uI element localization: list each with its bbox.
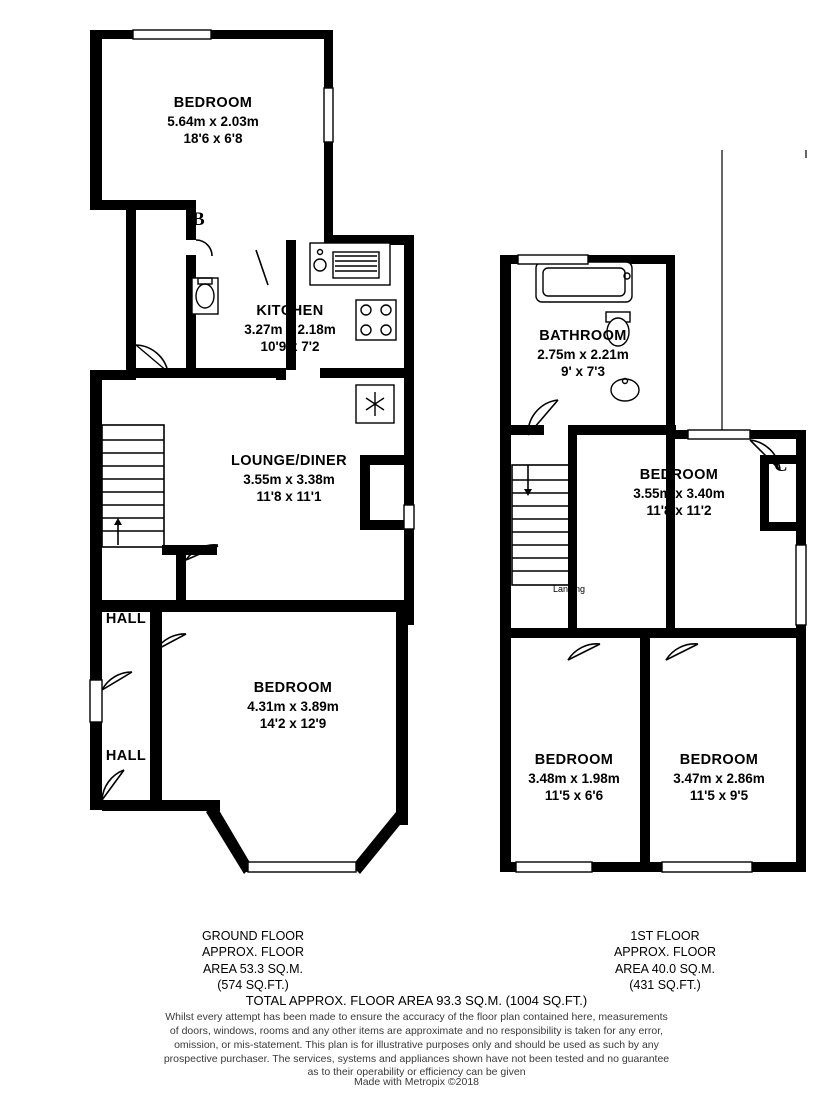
caption-line: APPROX. FLOOR xyxy=(613,945,717,960)
room-dimensions-imperial: 11'5 x 6'6 xyxy=(544,787,604,803)
disclaimer-line: Whilst every attempt has been made to ensure the accuracy of the floor plan contained here, measurements xyxy=(165,1011,668,1023)
room-name: LOUNGE/DINER xyxy=(231,453,347,469)
caption-line: (431 SQ.FT.) xyxy=(629,977,701,992)
caption-line: GROUND FLOOR xyxy=(201,929,305,943)
room-dimensions-imperial: 10'9 x 7'2 xyxy=(260,338,320,354)
ground-floor-staircase xyxy=(102,425,164,547)
room-name: BEDROOM xyxy=(253,680,333,696)
disclaimer-line: of doors, windows, rooms and any other items are approximate and no responsibility is taken for any error, xyxy=(169,1024,664,1037)
room-dimensions-metric: 3.55m x 3.40m xyxy=(633,485,725,501)
room-dimensions-metric: 2.75m x 2.21m xyxy=(537,346,629,362)
first-floor-plan xyxy=(500,255,806,872)
room-dimensions-metric: 3.47m x 2.86m xyxy=(673,770,765,786)
room-name: HALL xyxy=(105,748,147,764)
room-dimensions-metric: 4.31m x 3.89m xyxy=(247,698,339,714)
caption-line: 1ST FLOOR xyxy=(630,929,700,943)
marker-letter-c: C xyxy=(774,455,788,476)
room-dimensions-imperial: 14'2 x 12'9 xyxy=(259,715,327,731)
bathroom-fittings xyxy=(536,262,639,401)
room-name: BEDROOM xyxy=(173,95,253,111)
disclaimer xyxy=(0,1011,833,1080)
caption-line: APPROX. FLOOR xyxy=(201,945,305,960)
caption-line: AREA 53.3 SQ.M. xyxy=(202,961,304,976)
room-dimensions-metric: 3.27m x 2.18m xyxy=(244,321,336,337)
room-name: BATHROOM xyxy=(539,328,627,344)
landing-label: Landing xyxy=(553,584,586,594)
first-floor-walls xyxy=(500,255,806,872)
ground-floor-plan xyxy=(90,30,414,874)
room-dimensions-imperial: 11'5 x 9'5 xyxy=(689,787,749,803)
room-dimensions-imperial: 18'6 x 6'8 xyxy=(183,130,243,146)
first-floor-staircase xyxy=(512,465,570,585)
total-floor-area: TOTAL APPROX. FLOOR AREA 93.3 SQ.M. (1004 SQ.FT.) xyxy=(245,993,588,1008)
room-name: BEDROOM xyxy=(639,467,719,483)
room-dimensions-metric: 3.55m x 3.38m xyxy=(243,471,335,487)
room-dimensions-metric: 5.64m x 2.03m xyxy=(167,113,259,129)
room-name: BEDROOM xyxy=(679,752,759,768)
room-name: KITCHEN xyxy=(256,303,324,319)
ground-floor-walls xyxy=(90,30,414,874)
room-name: BEDROOM xyxy=(534,752,614,768)
first-floor-windows xyxy=(516,255,806,872)
room-dimensions-imperial: 11'8 x 11'1 xyxy=(256,488,322,504)
made-with-credit: Made with Metropix ©2018 xyxy=(353,1076,480,1088)
caption-line: (574 SQ.FT.) xyxy=(217,977,289,992)
room-dimensions-imperial: 11'8 x 11'2 xyxy=(646,502,712,518)
disclaimer-line: omission, or mis-statement. This plan is for illustrative purposes only and should be used as such by any xyxy=(174,1038,659,1051)
room-dimensions-metric: 3.48m x 1.98m xyxy=(528,770,620,786)
ground-floor-windows xyxy=(90,30,414,872)
ground-floor-caption xyxy=(168,928,338,993)
room-dimensions-imperial: 9' x 7'3 xyxy=(561,363,605,379)
caption-line: AREA 40.0 SQ.M. xyxy=(614,961,716,976)
marker-letter-b: B xyxy=(192,209,205,230)
first-floor-caption xyxy=(580,928,750,993)
room-name: HALL xyxy=(105,611,147,627)
disclaimer-line: as to their operability or efficiency can be given xyxy=(307,1066,526,1079)
disclaimer-line: prospective purchaser. The services, systems and appliances shown have not been tested and no guarantee xyxy=(163,1052,670,1065)
